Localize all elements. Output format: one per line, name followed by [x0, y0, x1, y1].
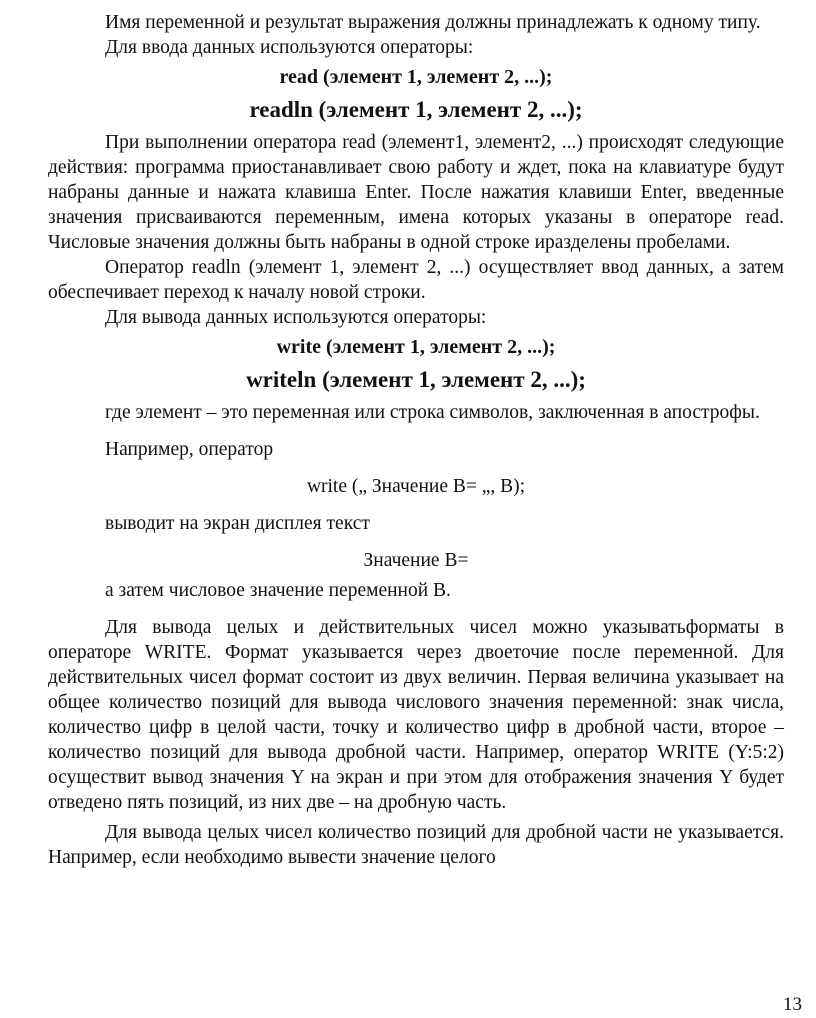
example-output-text: Значение В=	[363, 550, 469, 571]
code-writeln: writeln (элемент 1, элемент 2, ...);	[246, 367, 586, 392]
paragraph-element-definition: где элемент – это переменная или строка символов, заключенная в апострофы.	[105, 402, 760, 423]
page-number: 13	[783, 994, 802, 1015]
code-readln: readln (элемент 1, элемент 2, ...);	[249, 97, 583, 122]
paragraph-readln-description: Оператор readln (элемент 1, элемент 2, ...) осуществляет ввод данных, а затем обеспечивает переход к началу новой строки.	[48, 257, 784, 303]
paragraph-example-intro: Например, оператор	[105, 439, 274, 460]
paragraph-integer-format: Для вывода целых чисел количество позиций для дробной части не указывается. Например, если необходимо вывести значение целого	[48, 822, 784, 868]
paragraph-input-intro: Для ввода данных используются операторы:	[105, 37, 474, 58]
paragraph-format-description: Для вывода целых и действительных чисел можно указыватьформаты в операторе WRITE. Формат указывается через двоеточие после переменной. Для действительных чисел формат состоит из двух величин. Первая величина указывает на общее количество позиций для вывода числового значения переменной: знак числа, количество цифр в целой части, точку и количество цифр в дробной части, второе – количество позиций для вывода дробной части. Например, оператор WRITE (Y:5:2) осуществит вывод значения Y на экран и при этом для отображения значения Y будет отведено пять позиций, из них две – на дробную часть.	[48, 617, 784, 813]
code-write: write (элемент 1, элемент 2, ...);	[276, 336, 556, 358]
paragraph-type-rule: Имя переменной и результат выражения должны принадлежать к одному типу.	[105, 12, 761, 33]
paragraph-read-description: При выполнении оператора read (элемент1, элемент2, ...) происходят следующие действия: программа приостанавливает свою работу и ждет, пока на клавиатуре будут набраны данные и нажата клавиша Enter. После нажатия клавиши Enter, введенные значения присваиваются переменным, имена которых указаны в операторе read. Числовые значения должны быть набраны в одной строке иразделены пробелами.	[48, 132, 784, 253]
code-read: read (элемент 1, элемент 2, ...);	[279, 66, 553, 88]
paragraph-display-text: выводит на экран дисплея текст	[105, 513, 370, 534]
paragraph-output-intro: Для вывода данных используются операторы:	[105, 307, 487, 328]
code-example-write: write („ Значение В= „, В);	[306, 476, 526, 497]
paragraph-numeric-value: а затем числовое значение переменной В.	[105, 580, 451, 601]
